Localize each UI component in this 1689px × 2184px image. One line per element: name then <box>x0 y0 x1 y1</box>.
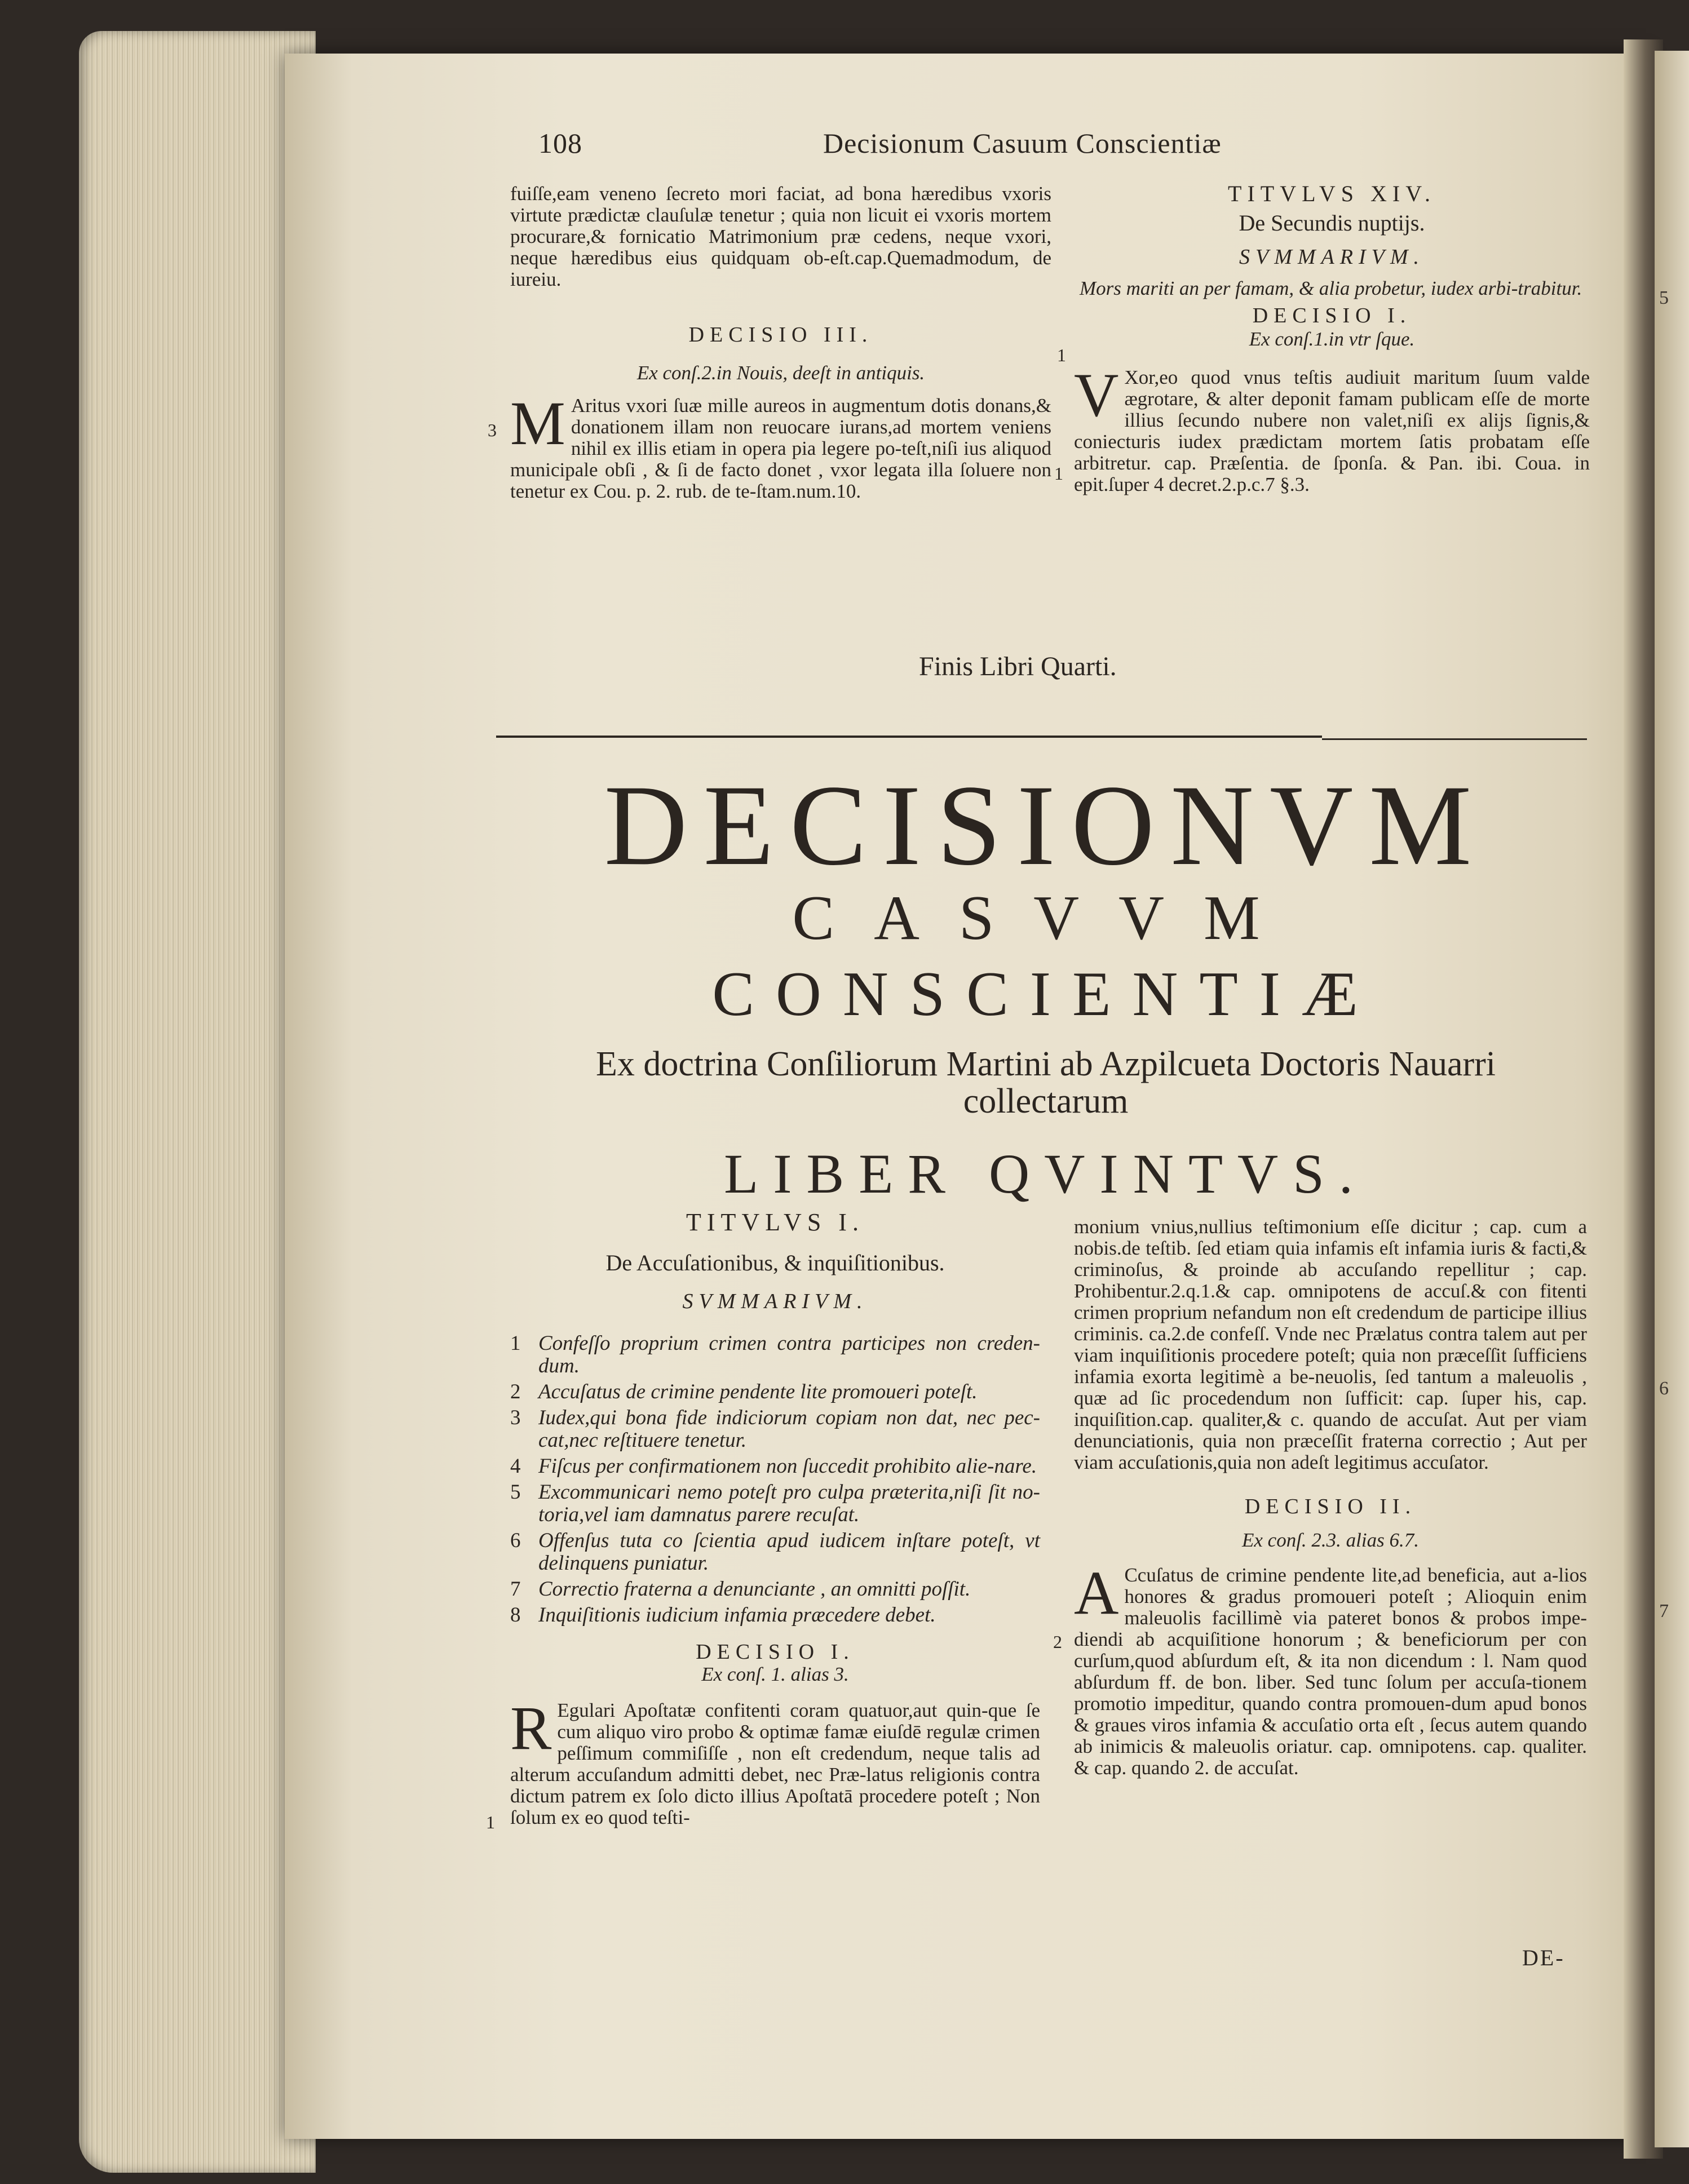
summary-list <box>510 1332 1040 1627</box>
margin-number: 1 <box>1054 463 1063 484</box>
left-top-column <box>510 183 1051 502</box>
summary-text: Excommunicari nemo poteſt pro culpa præterita,niſi ſit no-toria,vel iam damnatus parere recuſat. <box>538 1481 1040 1526</box>
summary-number: 5 <box>510 1481 521 1504</box>
decisio-source: Ex conſ.2.in Nouis, deeſt in antiquis. <box>636 362 925 384</box>
liber-heading: LIBER QVINTVS. <box>724 1142 1368 1205</box>
book-title: DECISIONVM <box>604 761 1488 889</box>
summarium-label: SVMMARIVM. <box>1239 245 1425 269</box>
dedication <box>496 1046 1595 1120</box>
summary-item <box>510 1530 1040 1575</box>
decisio-text: Ccuſatus de crimine pendente lite,ad beneficia, aut a-lios honores & gradus promoueri poteſt ; Alioquin enim maleuolis facillimè via pateret bonos & probos impe-diendi ab acquiſitione honorum ; & beneficiorum per con curſum,quod abſurdum eſt, & ita non dicendum : l. Nam quod abſurdum ff. de bon. liber. Sed tunc ſolum per accuſa-tionem promotio impeditur, quando contra promouen-dum apud bonos & graues viros infamia & accuſatio orta eſt , ſecus autem quando ab inimicis & maleuolis oriatur. cap. omnipotens. cap. qualiter. & cap. quando 2. de accuſat. <box>1074 1564 1587 1779</box>
paragraph: fuiſſe,eam veneno ſecreto mori faciat, ad bona hæredibus vxoris virtute prædictæ clauſulæ tenetur ; quia non licuit ei vxoris mortem procurare,& fornicatio Matrimonium præ cedens, neque vxori, neque hæredibus eius quidquam ob-eſt.cap.Quemadmodum, de iureiu. <box>510 183 1051 290</box>
summary-text: Offenſus tuta co ſcientia apud iudicem inſtare poteſt, vt delinquens puniatur. <box>538 1529 1040 1575</box>
continuation-paragraph: monium vnius,nullius teſtimonium eſſe dicitur ; cap. cum a nobis.de teſtib. ſed etiam quia infamis eſt infamia iuris & facti,& criminoſus, & proinde ab accuſando repellitur ; cap. Prohibentur.2.q.1.& cap. omnipotens de accuſ.& con fitenti crimen proprium nefandum non eſt credendum de participe illius criminis. ca.2.de confeſſ. Vnde nec Prælatus contra talem aut per viam inquiſitionis procedere poteſt; quia non præceſſit ſufficiens infamia exorta legitimè a be-neuolis, ſed tantum a maleuolis , quæ ad ſic procedendum non ſufficit: cap. ſuper his, cap. inquiſition.cap. qualiter,& c. quando de accuſat. Aut per viam denunciationis, quia non præceſſit fraterna correctio ; Aut per viam accuſationis,quia non adeſt legitimus accuſator. <box>1074 1216 1587 1473</box>
summary-text: Confeſſo proprium crimen contra participes non creden-dum. <box>538 1332 1040 1377</box>
decisio-heading: DECISIO I. <box>696 1640 855 1664</box>
left-bottom-column <box>510 1208 1040 1828</box>
summary-number: 4 <box>510 1455 521 1478</box>
summary-item <box>510 1481 1040 1526</box>
decisio-body <box>1074 1558 1587 1779</box>
book-subtitle-line2: CASVVM <box>792 883 1299 953</box>
summary-text: Inquiſitionis iudicium infamia præcedere debet. <box>538 1603 936 1627</box>
summary-text: Correctio fraterna a denunciante , an omnitti poſſit. <box>538 1578 971 1601</box>
finis-line: Finis Libri Quarti. <box>919 652 1117 681</box>
right-bottom-column <box>1074 1216 1587 1779</box>
summary-number: 1 <box>1057 345 1066 365</box>
summary-number: 3 <box>510 1406 521 1429</box>
titulus-subject: De Accuſationibus, & inquiſitionibus. <box>605 1250 945 1275</box>
summary-number: 2 <box>510 1380 521 1403</box>
book-subtitle-line3: CONSCIENTIÆ <box>712 959 1380 1029</box>
summary-item <box>510 1332 1040 1377</box>
facing-page-margin-number: 6 <box>1659 1378 1669 1399</box>
summary-number: 6 <box>510 1529 521 1552</box>
page-number: 108 <box>538 127 582 159</box>
decisio-text: Aritus vxori ſuæ mille aureos in augmentum dotis donans,& donationem illam non reuocare iurans,ad mortem veniens nihil ex illis etiam in opera pia legere po-teſt,niſi ius aliquod municipale obſi , & ſi de facto donet , vxor legata illa ſoluere non tenetur ex Cou. p. 2. rub. de te-ſtam.num.10. <box>510 395 1051 502</box>
decisio-heading: DECISIO I. <box>1252 304 1412 327</box>
summary-item <box>510 1604 1040 1627</box>
dropcap: V <box>1074 361 1119 429</box>
summary-item <box>510 1578 1040 1601</box>
dropcap: R <box>510 1694 552 1762</box>
decisio-heading: DECISIO III. <box>688 323 873 347</box>
running-title: Decisionum Casuum Conscientiæ <box>823 127 1222 159</box>
decisio-text: Egulari Apoſtatæ confitenti coram quatuor,aut quin-que ſe cum aliquo viro probo & optimæ famæ eiuſdē regulæ crimen peſſimum commiſiſſe , non eſt credendum, neque talis ad alterum accuſandum admitti debet, nec Præ-latus religionis contra dictum patrem ex ſolo dicto illius Apoſtatā procedere poteſt ; Non ſolum ex eo quod teſti- <box>510 1699 1040 1828</box>
facing-page-strip <box>1655 51 1689 2147</box>
summary-text: Accuſatus de crimine pendente lite promoueri poteſt. <box>538 1380 978 1403</box>
titulus-subject: De Secundis nuptijs. <box>1239 210 1425 236</box>
summary-item <box>510 1407 1040 1452</box>
summary-text: Iudex,qui bona fide indiciorum copiam non dat, nec pec-cat,nec reſtituere tenetur. <box>538 1406 1040 1452</box>
summary-number: 8 <box>510 1603 521 1627</box>
dropcap: A <box>1074 1558 1119 1627</box>
rule-right <box>1322 738 1587 740</box>
titulus-heading: TITVLVS I. <box>686 1208 864 1236</box>
decisio-heading: DECISIO II. <box>1244 1495 1417 1518</box>
facing-page-margin-number: 7 <box>1659 1601 1669 1622</box>
summary-text: Fiſcus per confirmationem non ſuccedit prohibito alie-nare. <box>538 1455 1037 1478</box>
decisio-body <box>1074 361 1590 495</box>
dropcap: M <box>510 389 565 458</box>
facing-page-margin-number: 5 <box>1659 287 1669 308</box>
summary-item <box>510 1455 1040 1478</box>
margin-number: 1 <box>486 1812 495 1832</box>
summary-number: 7 <box>510 1578 521 1601</box>
summary-item <box>510 1381 1040 1403</box>
decisio-text: Xor,eo quod vnus teſtis audiuit maritum ſuum valde ægrotare, & alter deponit famam publicam eſſe de morte illius ſecundo nubere non valet,niſi ex alijs ſignis,& coniecturis iudex prædictam mortem ſatis probatam eſſe arbitretur. cap. Præſentia. de ſponſa. & Pan. ibi. Coua. in epit.ſuper 4 decret.2.p.c.7 §.3. <box>1074 366 1590 495</box>
dedication-line2: collectarum <box>963 1082 1129 1120</box>
decisio-body <box>510 389 1051 502</box>
summarium-label: SVMMARIVM. <box>682 1290 868 1313</box>
rule-left <box>496 736 1322 738</box>
decisio-source: Ex conſ. 1. alias 3. <box>701 1663 849 1685</box>
margin-number: 2 <box>1053 1632 1062 1652</box>
summary-number: 1 <box>510 1332 521 1355</box>
book-page-edges <box>79 31 316 2173</box>
dedication-line1: Ex doctrina Conſiliorum Martini ab Azpilcueta Doctoris Nauarri <box>595 1045 1496 1083</box>
catchword: DE- <box>1522 1945 1565 1970</box>
titulus-heading: TITVLVS XIV. <box>1228 181 1436 206</box>
decisio-source: Ex conſ.1.in vtr ſque. <box>1249 328 1415 350</box>
summary-item: Mors mariti an per famam, & alia probetur, iudex arbi-trabitur. <box>1080 277 1582 299</box>
margin-number: 3 <box>488 420 497 440</box>
right-top-column <box>1074 183 1590 495</box>
decisio-body <box>510 1694 1040 1828</box>
decisio-source: Ex conſ. 2.3. alias 6.7. <box>1242 1529 1419 1551</box>
